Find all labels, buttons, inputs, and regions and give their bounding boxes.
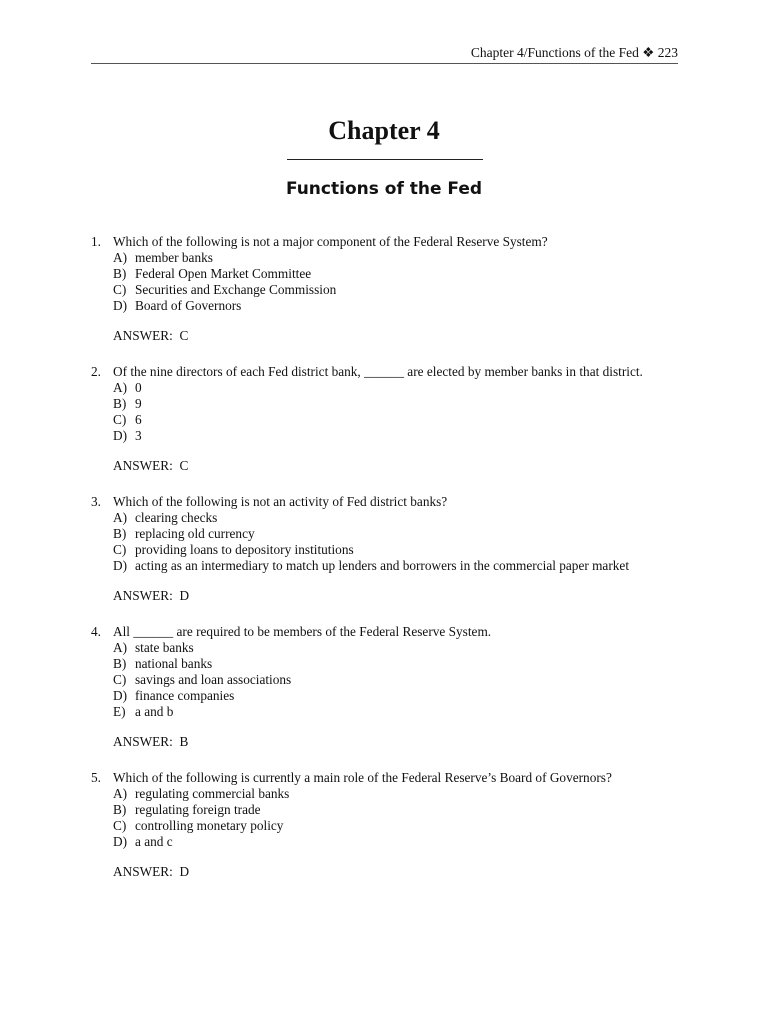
option-text: regulating foreign trade	[135, 802, 261, 817]
answer-key: ANSWER: B	[113, 734, 189, 749]
answer-option	[113, 834, 691, 850]
answer-option	[113, 542, 691, 558]
question-text: Which of the following is currently a main role of the Federal Reserve’s Board of Governors?	[113, 770, 612, 785]
chapter-title: Chapter 4	[328, 116, 440, 145]
option-text: 6	[135, 412, 142, 427]
option-text: member banks	[135, 250, 213, 265]
answer-option	[113, 818, 691, 834]
option-text: 9	[135, 396, 142, 411]
answer-option	[113, 526, 691, 542]
option-letter: C)	[113, 412, 127, 427]
option-letter: C)	[113, 282, 127, 297]
option-letter: B)	[113, 266, 127, 281]
option-letter: B)	[113, 656, 127, 671]
option-text: Board of Governors	[135, 298, 242, 313]
question-item	[91, 624, 691, 750]
question-item	[91, 234, 691, 344]
question-stem	[91, 624, 691, 640]
option-letter: B)	[113, 802, 127, 817]
answer-option	[113, 656, 691, 672]
answer-key: ANSWER: D	[113, 864, 190, 879]
question-stem	[91, 234, 691, 250]
answer-option	[113, 802, 691, 818]
answer-option	[113, 510, 691, 526]
option-letter: A)	[113, 380, 128, 395]
option-text: finance companies	[135, 688, 235, 703]
answer-option	[113, 282, 691, 298]
option-text: savings and loan associations	[135, 672, 292, 687]
question-text: Which of the following is not an activity of Fed district banks?	[113, 494, 448, 509]
answer-option	[113, 250, 691, 266]
option-list	[113, 640, 691, 720]
option-text: a and c	[135, 834, 173, 849]
option-letter: D)	[113, 298, 128, 313]
question-text: All ______ are required to be members of the Federal Reserve System.	[113, 624, 492, 639]
answer-option	[113, 428, 691, 444]
answer-option	[113, 558, 691, 574]
option-list	[113, 786, 691, 850]
answer-option	[113, 640, 691, 656]
question-stem	[91, 494, 691, 510]
answer-option	[113, 380, 691, 396]
option-text: a and b	[135, 704, 174, 719]
option-text: state banks	[135, 640, 194, 655]
option-letter: D)	[113, 834, 128, 849]
question-number: 3.	[91, 494, 101, 509]
option-letter: B)	[113, 526, 127, 541]
title-rule	[287, 159, 483, 160]
option-text: 3	[135, 428, 142, 443]
option-text: Federal Open Market Committee	[135, 266, 312, 281]
option-list	[113, 510, 691, 574]
option-list	[113, 380, 691, 444]
option-text: national banks	[135, 656, 213, 671]
question-item	[91, 770, 691, 880]
option-text: replacing old currency	[135, 526, 255, 541]
answer-option	[113, 786, 691, 802]
running-header: Chapter 4/Functions of the Fed ❖ 223	[470, 45, 678, 60]
option-letter: D)	[113, 428, 128, 443]
option-letter: C)	[113, 672, 127, 687]
question-item	[91, 364, 691, 474]
question-number: 2.	[91, 364, 101, 379]
option-letter: A)	[113, 250, 128, 265]
option-text: clearing checks	[135, 510, 218, 525]
answer-key: ANSWER: C	[113, 328, 189, 343]
option-letter: A)	[113, 786, 128, 801]
question-text: Which of the following is not a major component of the Federal Reserve System?	[113, 234, 548, 249]
option-letter: B)	[113, 396, 127, 411]
question-number: 1.	[91, 234, 101, 249]
option-text: regulating commercial banks	[135, 786, 290, 801]
option-letter: A)	[113, 640, 128, 655]
answer-key: ANSWER: D	[113, 588, 190, 603]
option-letter: D)	[113, 558, 128, 573]
answer-option	[113, 396, 691, 412]
answer-option	[113, 672, 691, 688]
option-letter: E)	[113, 704, 126, 719]
answer-key: ANSWER: C	[113, 458, 189, 473]
question-stem	[91, 364, 691, 380]
option-letter: C)	[113, 818, 127, 833]
answer-option	[113, 688, 691, 704]
header-rule	[91, 63, 678, 64]
question-item	[91, 494, 691, 604]
question-text: Of the nine directors of each Fed district bank, ______ are elected by member banks in that district.	[113, 364, 643, 379]
option-letter: A)	[113, 510, 128, 525]
question-number: 5.	[91, 770, 101, 785]
option-letter: D)	[113, 688, 128, 703]
option-text: Securities and Exchange Commission	[135, 282, 337, 297]
option-list	[113, 250, 691, 314]
answer-option	[113, 298, 691, 314]
option-text: providing loans to depository institutions	[135, 542, 354, 557]
question-stem	[91, 770, 691, 786]
answer-option	[113, 412, 691, 428]
question-list	[91, 234, 691, 900]
option-letter: C)	[113, 542, 127, 557]
question-number: 4.	[91, 624, 101, 639]
answer-option	[113, 266, 691, 282]
option-text: acting as an intermediary to match up lenders and borrowers in the commercial paper market	[135, 558, 630, 573]
answer-option	[113, 704, 691, 720]
section-title: Functions of the Fed	[285, 179, 483, 199]
option-text: controlling monetary policy	[135, 818, 284, 833]
option-text: 0	[135, 380, 142, 395]
